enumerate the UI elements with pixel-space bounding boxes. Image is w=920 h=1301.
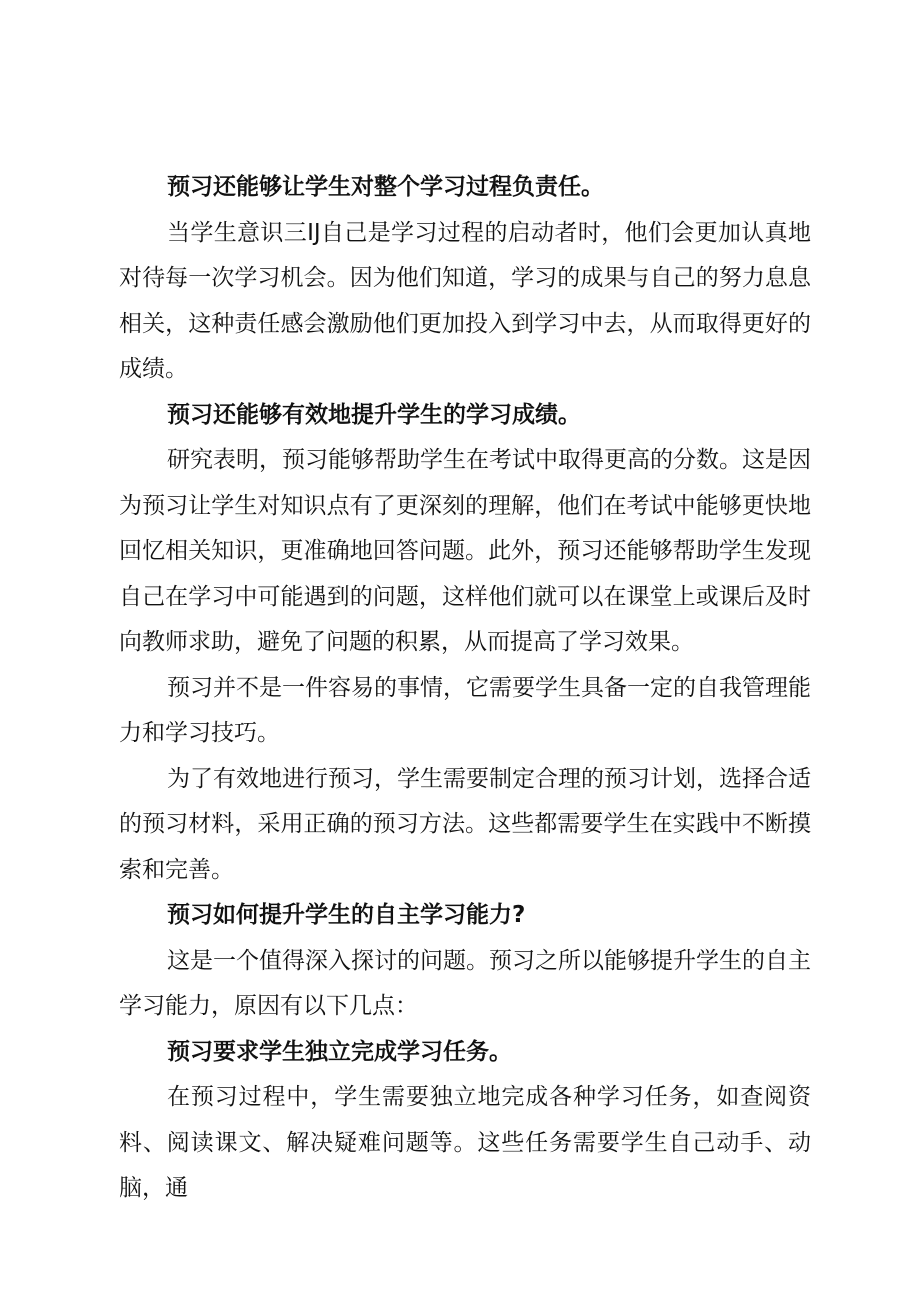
section-heading: 预习还能够有效地提升学生的学习成绩。 bbox=[167, 401, 581, 428]
section-heading: 预习要求学生独立完成学习任务。 bbox=[167, 1038, 512, 1065]
body-paragraph: 这是一个值得深入探讨的问题。预习之所以能够提升学生的自主学习能力，原因有以下几点： bbox=[119, 947, 811, 1019]
body-paragraph: 为了有效地进行预习，学生需要制定合理的预习计划，选择合适的预习材料，采用正确的预习方法。这些都需要学生在实践中不断摸索和完善。 bbox=[119, 765, 811, 883]
section-heading: 预习还能够让学生对整个学习过程负责任。 bbox=[167, 174, 604, 200]
body-paragraph: 预习并不是一件容易的事情，它需要学生具备一定的自我管理能力和学习技巧。 bbox=[119, 674, 811, 746]
body-paragraph: 研究表明，预习能够帮助学生在考试中取得更高的分数。这是因为预习让学生对知识点有了更深刻的理解，他们在考试中能够更快地回忆相关知识，更准确地回答问题。此外，预习还能够帮助学生发现自己在学习中可能遇到的问题，这样他们就可以在课堂上或课后及时向教师求助，避免了问题的积累，从而提高了学习效果。 bbox=[119, 447, 811, 655]
document-body bbox=[119, 165, 811, 1212]
section-heading: 预习如何提升学生的自主学习能力? bbox=[167, 902, 526, 928]
body-paragraph: 在预习过程中，学生需要独立地完成各种学习任务，如查阅资料、阅读课文、解决疑难问题等。这些任务需要学生自己动手、动脑，通 bbox=[119, 1084, 811, 1201]
body-paragraph: 当学生意识三IJ自己是学习过程的启动者时，他们会更加认真地对待每一次学习机会。因为他们知道，学习的成果与自己的努力息息相关，这种责任感会激励他们更加投入到学习中去，从而取得更好的成绩。 bbox=[119, 219, 811, 382]
